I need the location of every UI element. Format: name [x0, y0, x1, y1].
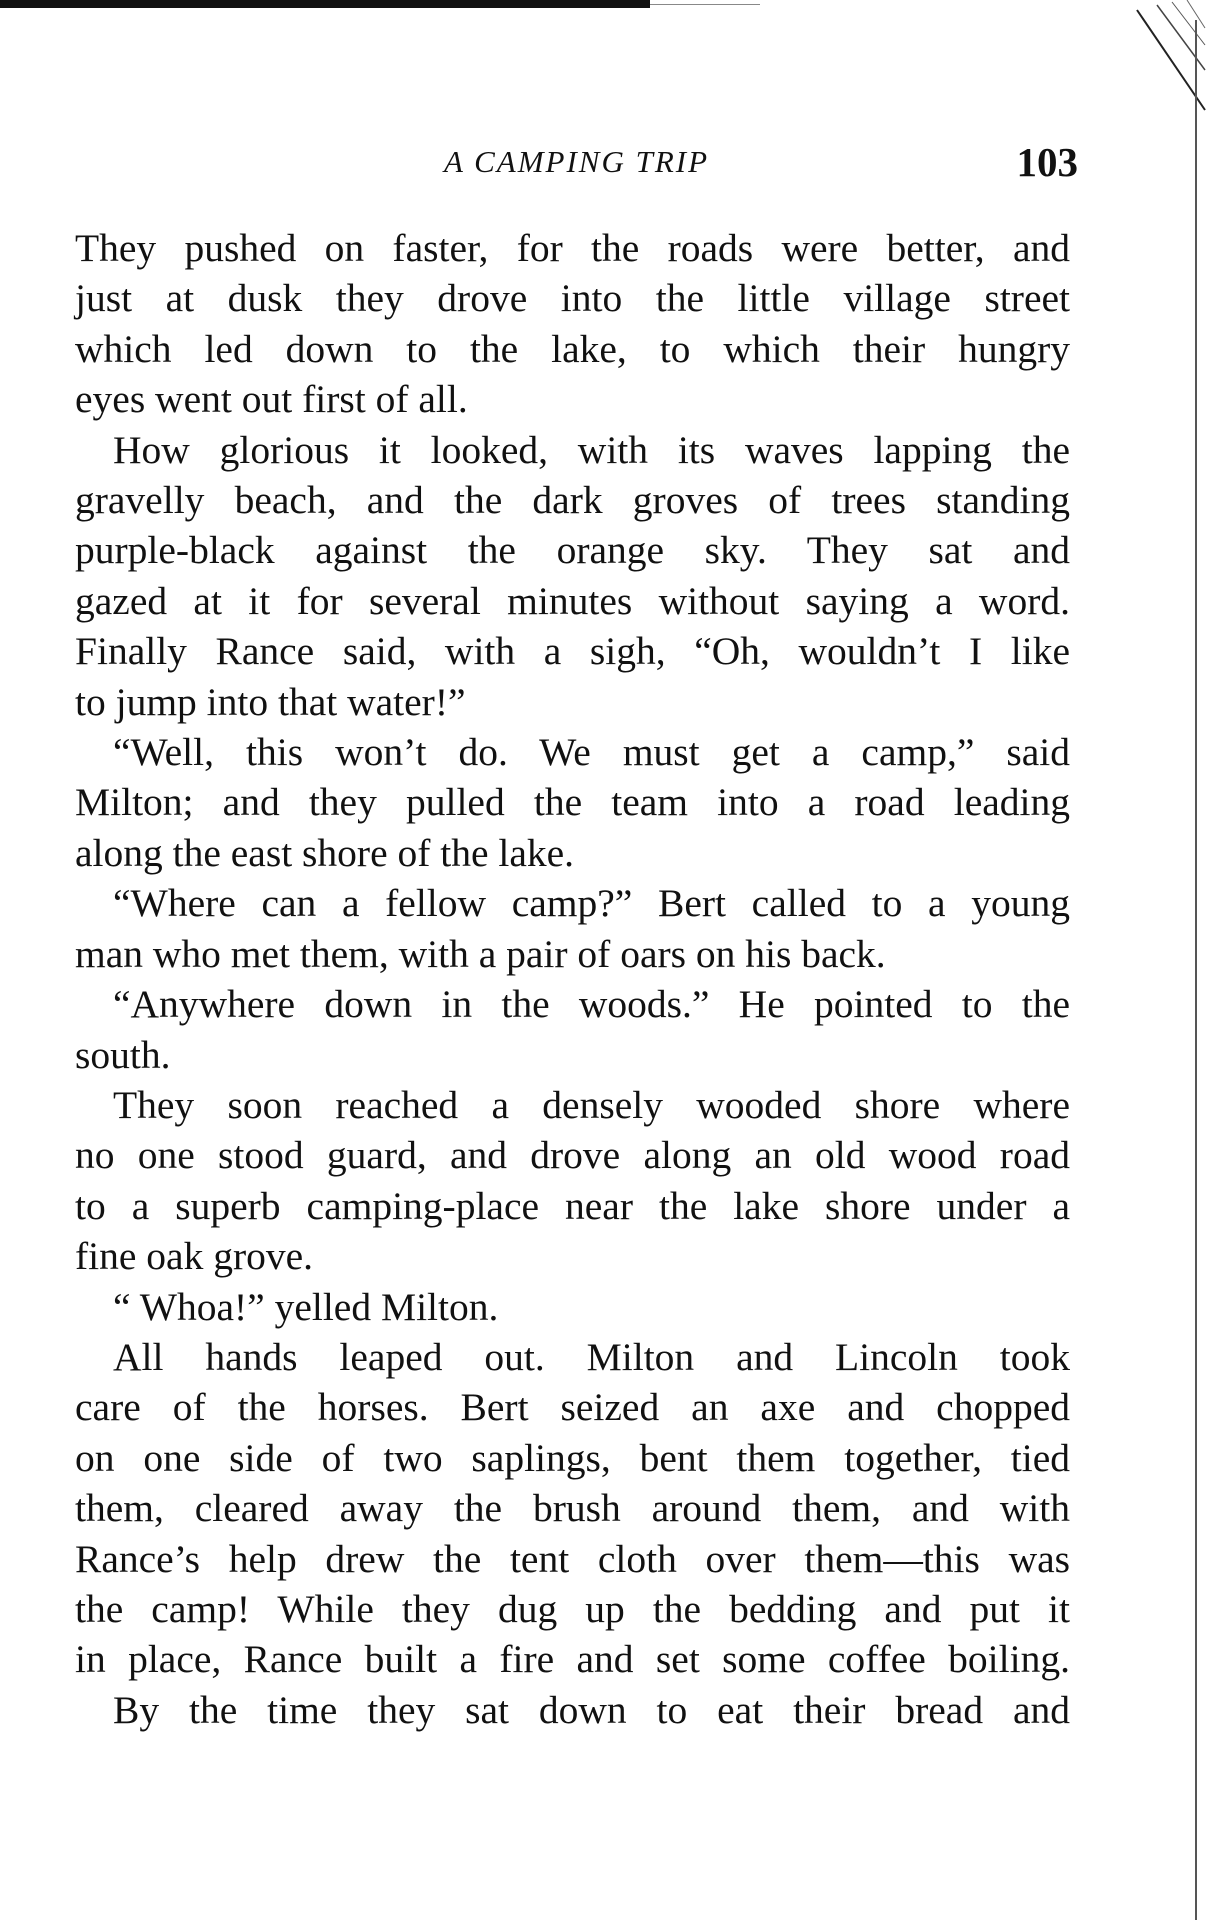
text-line: “Where can a fellow camp?” Bert called to a young [113, 881, 1070, 926]
page-edge-line [1195, 20, 1197, 1920]
text-line: Finally Rance said, with a sigh, “Oh, wouldn’t I like [75, 629, 1070, 674]
page-corner-marks [1117, 0, 1207, 140]
text-line: Milton; and they pulled the team into a road leading [75, 780, 1070, 825]
text-line: “Well, this won’t do. We must get a camp,” said [113, 730, 1070, 775]
body-text [75, 223, 1070, 1735]
top-edge-rule [0, 0, 650, 8]
text-line: They soon reached a densely wooded shore where [113, 1082, 1070, 1127]
running-title: A CAMPING TRIP [443, 144, 710, 179]
text-line: no one stood guard, and drove along an old wood road [75, 1133, 1070, 1178]
page-number: 103 [1016, 139, 1078, 185]
text-line: just at dusk they drove into the little village street [75, 276, 1070, 321]
text-line: man who met them, with a pair of oars on his back. [75, 931, 886, 976]
text-line: to a superb camping-place near the lake shore under a [75, 1183, 1070, 1228]
text-line: All hands leaped out. Milton and Lincoln took [113, 1334, 1070, 1379]
text-line: in place, Rance built a fire and set some coffee boiling. [75, 1637, 1070, 1682]
text-line: They pushed on faster, for the roads were better, and [75, 226, 1070, 270]
text-line: gazed at it for several minutes without saying a word. [75, 578, 1070, 623]
text-line: them, cleared away the brush around them, and with [75, 1486, 1070, 1531]
text-line: purple-black against the orange sky. They sat and [75, 528, 1070, 573]
text-line: along the east shore of the lake. [75, 830, 575, 875]
text-line: fine oak grove. [75, 1234, 314, 1279]
top-edge-rule-thin [650, 4, 760, 5]
text-line: the camp! While they dug up the bedding and put it [75, 1586, 1070, 1631]
text-line: care of the horses. Bert seized an axe and chopped [75, 1385, 1070, 1430]
text-line: Rance’s help drew the tent cloth over them—this was [75, 1536, 1070, 1581]
text-line: “ Whoa!” yelled Milton. [113, 1284, 499, 1329]
text-line: which led down to the lake, to which their hungry [75, 326, 1070, 371]
text-line: on one side of two saplings, bent them together, tied [75, 1435, 1070, 1480]
text-line: south. [75, 1032, 171, 1077]
text-line: “Anywhere down in the woods.” He pointed to the [113, 982, 1070, 1027]
text-line: By the time they sat down to eat their bread and [113, 1687, 1070, 1732]
page-header [75, 138, 1078, 188]
text-line: How glorious it looked, with its waves lapping the [113, 427, 1070, 472]
text-line: to jump into that water!” [75, 679, 466, 724]
text-line: eyes went out first of all. [75, 377, 468, 422]
text-line: gravelly beach, and the dark groves of trees standing [75, 478, 1070, 523]
